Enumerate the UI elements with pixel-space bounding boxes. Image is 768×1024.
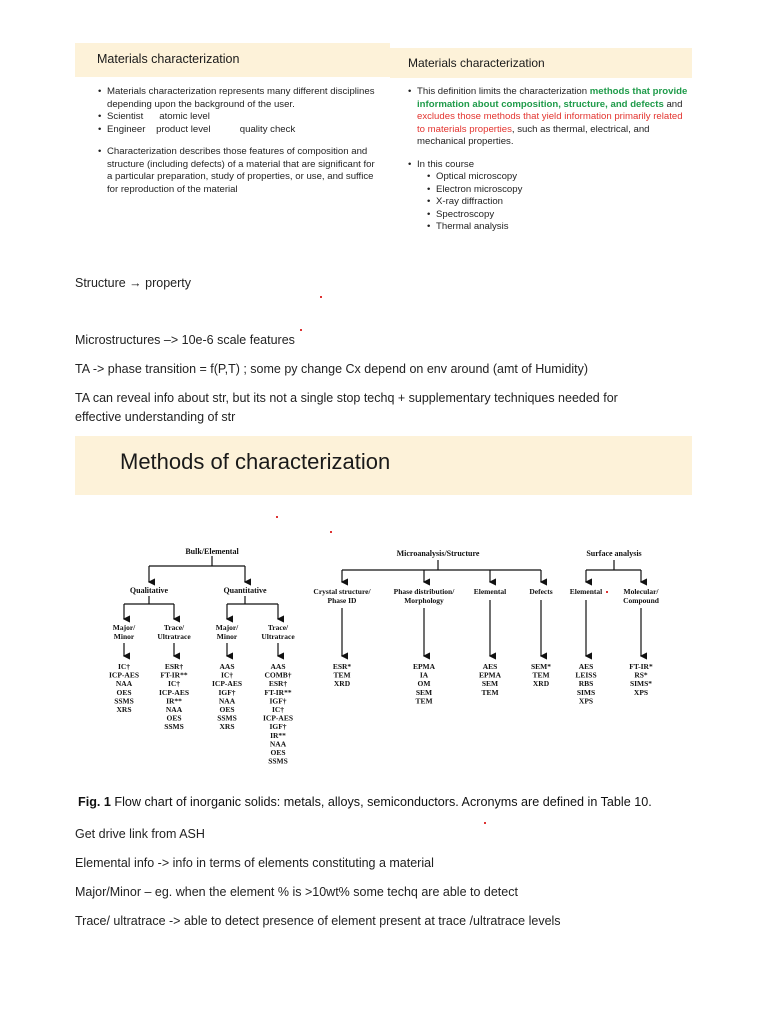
technique-col2: IR** (166, 696, 182, 706)
label-phase-id: Phase ID (327, 596, 357, 605)
label-defects: Defects (529, 587, 553, 596)
course-label: In this course (417, 158, 475, 170)
technique-col3: NAA (218, 696, 236, 706)
label-major-minor: Major/ (112, 623, 136, 632)
label-major-minor-2: Minor (113, 632, 135, 641)
note-microstructures: Microstructures –> 10e-6 scale features (75, 333, 295, 347)
technique-col4: IGF† (269, 722, 287, 732)
flowchart-lines (124, 556, 641, 656)
technique-col7: EPMA (478, 670, 502, 680)
label-qualitative: Qualitative (129, 586, 169, 595)
red-dot-mark (606, 591, 608, 593)
technique-col4: ICP-AES (262, 713, 294, 723)
slide1-bullet-1: • Materials characterization represents many different disciplines depending upon the background of the user. (98, 86, 378, 111)
label-compound: Compound (623, 596, 659, 605)
technique-col10: SIMS* (629, 679, 653, 689)
technique-col4: SSMS (268, 756, 288, 766)
technique-col7: AES (482, 662, 498, 671)
technique-col5: XRD (333, 679, 351, 689)
label-major-minor-2: Minor (216, 632, 238, 641)
note-trace-ultratrace: Trace/ ultratrace -> able to detect presence of element present at trace /ultratrace levels (75, 914, 561, 928)
technique-col2: ESR† (164, 662, 184, 671)
technique-col2: FT-IR** (160, 670, 188, 680)
technique-col9: XPS (578, 696, 594, 706)
label-molecular: Molecular/ (623, 587, 659, 596)
technique-col6: EPMA (412, 662, 436, 671)
slide1-bullet-4: • Characterization describes those features of composition and structure (including defects) of a material that are significant for a particular preparation, study of properties, or use, and suffice for reproduction of the material (98, 146, 378, 196)
technique-col2: NAA (165, 705, 183, 714)
course-item: • Electron microscopy (427, 184, 688, 197)
technique-col10: RS* (634, 670, 648, 680)
technique-col2: ICP-AES (158, 687, 190, 697)
technique-lists (109, 662, 653, 766)
technique-col2: SSMS (164, 722, 184, 732)
def-prefix: This definition limits the characterization (417, 86, 590, 97)
technique-col4: NAA (269, 739, 287, 749)
caption-fig-label: Fig. 1 (78, 795, 111, 809)
technique-col9: LEISS (575, 670, 597, 680)
red-dot-mark (484, 822, 486, 824)
def-excludes-red: excludes those methods that yield information primarily related to materials properties (417, 111, 683, 135)
technique-col4: FT-IR** (264, 687, 292, 697)
figure-caption (78, 795, 652, 809)
red-dot-mark (276, 516, 278, 518)
note-structure-property: Structure → property (75, 276, 192, 290)
def-methods-green: methods that provide information about composition, structure, and defects (417, 86, 688, 110)
technique-col7: TEM (481, 687, 499, 697)
technique-col4: AAS (270, 662, 286, 671)
technique-col9: RBS (578, 679, 594, 689)
technique-col6: OM (417, 679, 431, 689)
technique-col1: XRS (116, 705, 132, 714)
label-crystal-structure: Crystal structure/ (313, 587, 371, 596)
note-ta-reveal: TA can reveal info about str, but its not a single stop techq + supplementary techniques needed for (75, 391, 618, 405)
technique-col3: IGF† (218, 687, 236, 697)
technique-col7: SEM (481, 679, 499, 689)
technique-col3: XRS (219, 722, 235, 732)
technique-col3: OES (219, 705, 235, 714)
course-item: • Optical microscopy (427, 171, 688, 184)
technique-col5: ESR* (332, 662, 352, 671)
label-trace-2: Ultratrace (261, 632, 295, 641)
caption-text: Flow chart of inorganic solids: metals, alloys, semiconductors. Acronyms are defined in Table 10. (110, 795, 652, 809)
technique-col2: IC† (167, 679, 181, 689)
technique-col4: COMB† (264, 670, 292, 680)
label-major-minor: Major/ (215, 623, 239, 632)
label-phase-distribution: Phase distribution/ (393, 587, 455, 596)
label-elemental: Elemental (473, 587, 507, 596)
technique-col1: IC† (117, 662, 131, 671)
technique-col3: SSMS (217, 713, 237, 723)
methods-title: Methods of characterization (120, 449, 391, 474)
technique-col9: AES (578, 662, 594, 671)
course-item: • Thermal analysis (427, 221, 688, 234)
label-surface-elemental: Elemental (569, 587, 603, 596)
technique-col6: TEM (415, 696, 433, 706)
technique-col8: TEM (532, 670, 550, 680)
red-dot-mark (330, 531, 332, 533)
label-surface-analysis: Surface analysis (586, 549, 642, 558)
technique-col3: IC† (220, 670, 234, 680)
label-microanalysis: Microanalysis/Structure (396, 549, 480, 558)
slide1-title: Materials characterization (97, 52, 240, 66)
label-trace-2: Ultratrace (157, 632, 191, 641)
def-and: and (663, 98, 683, 110)
technique-col8: SEM* (530, 662, 552, 671)
label-quantitative: Quantitative (223, 586, 267, 595)
note-ta-reveal-cont: effective understanding of str (75, 410, 236, 424)
label-bulk-elemental: Bulk/Elemental (185, 547, 239, 556)
technique-col4: ESR† (268, 679, 288, 689)
slide1-bullet-2: • Scientist atomic level (98, 111, 378, 124)
course-item: • Spectroscopy (427, 209, 688, 222)
label-trace: Trace/ (267, 623, 289, 632)
def-suffix: , such as thermal, electrical, and mechanical properties. (417, 123, 650, 147)
technique-col1: OES (116, 687, 132, 697)
label-morphology: Morphology (404, 596, 444, 605)
label-trace: Trace/ (163, 623, 185, 632)
slide2-title: Materials characterization (408, 56, 545, 70)
technique-col3: ICP-AES (211, 679, 243, 689)
note-major-minor: Major/Minor – eg. when the element % is >10wt% some techq are able to detect (75, 885, 518, 899)
technique-col4: IC† (271, 705, 285, 714)
technique-col10: FT-IR* (629, 662, 653, 671)
technique-col4: IGF† (269, 696, 287, 706)
course-item: • X-ray diffraction (427, 196, 688, 209)
technique-col1: ICP-AES (108, 670, 140, 680)
technique-col10: XPS (633, 687, 649, 697)
technique-col5: TEM (333, 670, 351, 680)
slide1-bullet-3: • Engineer product level quality check (98, 124, 378, 137)
technique-col1: NAA (115, 679, 133, 689)
note-elemental-info: Elemental info -> info in terms of elements constituting a material (75, 856, 434, 870)
technique-col8: XRD (532, 679, 550, 689)
technique-col6: SEM (415, 687, 433, 697)
technique-col1: SSMS (114, 696, 134, 706)
technique-col4: IR** (270, 730, 286, 740)
note-drive-link: Get drive link from ASH (75, 827, 205, 841)
note-ta-phase-transition: TA -> phase transition = f(P,T) ; some py change Cx depend on env around (amt of Humidity) (75, 362, 588, 376)
technique-col3: AAS (219, 662, 235, 671)
technique-col9: SIMS (576, 687, 596, 697)
technique-col4: OES (270, 748, 286, 757)
technique-col6: IA (419, 670, 429, 680)
technique-col2: OES (166, 713, 182, 723)
